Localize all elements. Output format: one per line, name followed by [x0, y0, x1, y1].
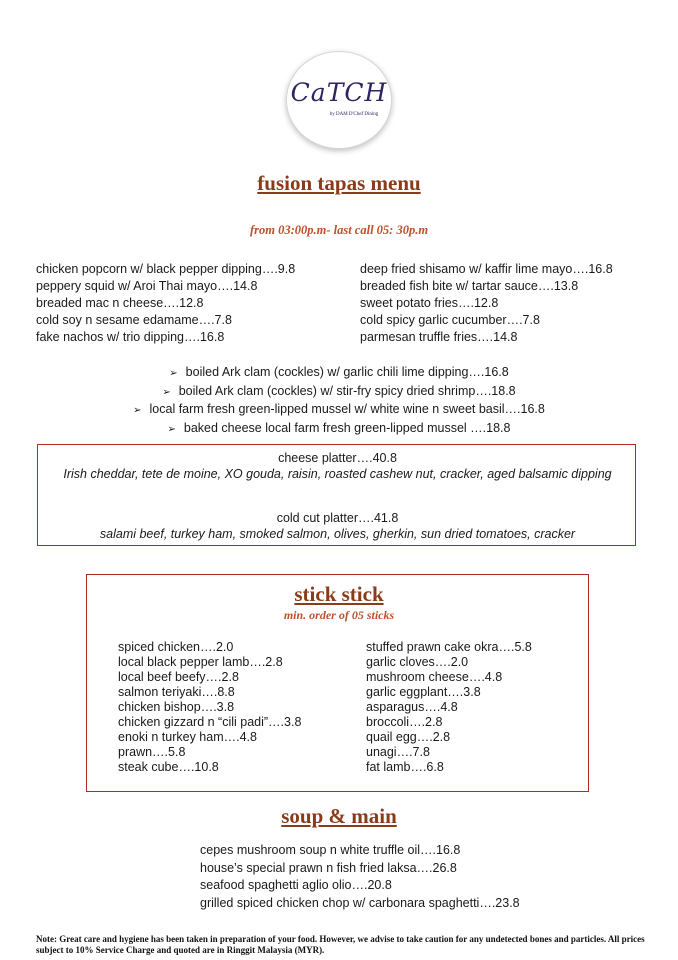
menu-item: seafood spaghetti aglio olio….20.8	[200, 878, 392, 892]
tapas-title: fusion tapas menu	[257, 171, 421, 195]
arrow-bullet-icon: ➢	[133, 405, 142, 416]
menu-item: broccoli….2.8	[366, 715, 443, 729]
menu-item: parmesan truffle fries….14.8	[360, 330, 518, 344]
menu-item: prawn….5.8	[118, 745, 186, 759]
bullet-item	[0, 420, 678, 439]
main-list	[200, 842, 520, 912]
menu-item: house’s special prawn n fish fried laksa….26.8	[200, 860, 457, 875]
bullet-text: boiled Ark clam (cockles) w/ garlic chili lime dipping….16.8	[185, 365, 509, 379]
tapas-hours: from 03:00p.m- last call 05: 30p.m	[249, 223, 429, 237]
menu-item: garlic eggplant….3.8	[366, 685, 481, 699]
arrow-bullet-icon: ➢	[162, 386, 171, 398]
menu-item: chicken bishop….3.8	[118, 700, 235, 714]
menu-item: fat lamb….6.8	[366, 760, 444, 774]
bullet-text: baked cheese local farm fresh green-lipped mussel ….18.8	[183, 420, 511, 435]
platter-name: cheese platter….40.8	[278, 451, 397, 465]
menu-item: quail egg….2.8	[366, 730, 451, 744]
platter-description: salami beef, turkey ham, smoked salmon, olives, gherkin, sun dried tomatoes, cracker	[99, 527, 576, 541]
platter-box	[37, 444, 636, 546]
menu-item: asparagus….4.8	[366, 700, 458, 714]
tapas-left-column	[36, 261, 295, 346]
menu-item: steak cube….10.8	[118, 760, 219, 774]
menu-item: salmon teriyaki….8.8	[118, 685, 235, 699]
stick-right-column	[366, 640, 532, 775]
stick-left-column	[118, 640, 301, 775]
menu-item: grilled spiced chicken chop w/ carbonara spaghetti….23.8	[200, 895, 520, 910]
platter-description: Irish cheddar, tete de moine, XO gouda, raisin, roasted cashew nut, cracker, aged balsamic dipping	[63, 467, 612, 481]
menu-item: cepes mushroom soup n white truffle oil….16.8	[200, 843, 461, 857]
catch-logo	[286, 51, 392, 149]
menu-item: enoki n turkey ham….4.8	[118, 730, 257, 744]
logo-wordmark: CaTCH	[290, 78, 388, 107]
menu-item: sweet potato fries….12.8	[360, 296, 499, 310]
footer-note: Note: Great care and hygiene has been taken in preparation of your food. However, we advise to take caution for any undetected bones and particles. All prices subject to 10% Service Charge and quoted are in Ringgit Malaysia (MYR).	[36, 934, 645, 955]
menu-item: fake nachos w/ trio dipping….16.8	[36, 330, 225, 344]
arrow-bullet-icon: ➢	[167, 423, 176, 435]
menu-item: local black pepper lamb….2.8	[118, 655, 283, 669]
logo-subtitle: by DAM D'Chef Dining	[329, 112, 379, 117]
cold-cut-platter	[38, 510, 637, 542]
bullet-item	[0, 364, 678, 383]
menu-item: cold spicy garlic cucumber….7.8	[360, 313, 540, 327]
stick-min-order: min. order of 05 sticks	[283, 608, 395, 622]
menu-item: local beef beefy….2.8	[118, 670, 239, 684]
menu-item: cold soy n sesame edamame….7.8	[36, 313, 232, 327]
menu-item: peppery squid w/ Aroi Thai mayo….14.8	[36, 279, 258, 293]
menu-item: breaded mac n cheese….12.8	[36, 296, 204, 310]
bullet-item	[0, 401, 678, 420]
menu-item: garlic cloves….2.0	[366, 655, 469, 669]
menu-item: unagi….7.8	[366, 745, 430, 759]
menu-item: stuffed prawn cake okra….5.8	[366, 640, 532, 654]
platter-name: cold cut platter….41.8	[276, 511, 399, 525]
arrow-bullet-icon: ➢	[169, 368, 178, 379]
menu-item: spiced chicken….2.0	[118, 640, 234, 654]
bullet-item	[0, 383, 678, 402]
cheese-platter	[38, 450, 637, 482]
main-title: soup & main	[281, 804, 397, 828]
bullet-text: boiled Ark clam (cockles) w/ stir-fry spicy dried shrimp….18.8	[178, 383, 516, 398]
menu-item: chicken gizzard n “cili padi”….3.8	[118, 715, 302, 729]
menu-item: deep fried shisamo w/ kaffir lime mayo….16.8	[360, 262, 613, 276]
bullet-text: local farm fresh green-lipped mussel w/ white wine n sweet basil….16.8	[149, 402, 545, 416]
tapas-bullet-list	[0, 364, 678, 438]
tapas-right-column	[360, 261, 613, 346]
menu-item: breaded fish bite w/ tartar sauce….13.8	[360, 279, 579, 293]
menu-item: mushroom cheese….4.8	[366, 670, 503, 684]
menu-item: chicken popcorn w/ black pepper dipping….9.8	[36, 262, 296, 276]
stick-title: stick stick	[294, 582, 384, 606]
